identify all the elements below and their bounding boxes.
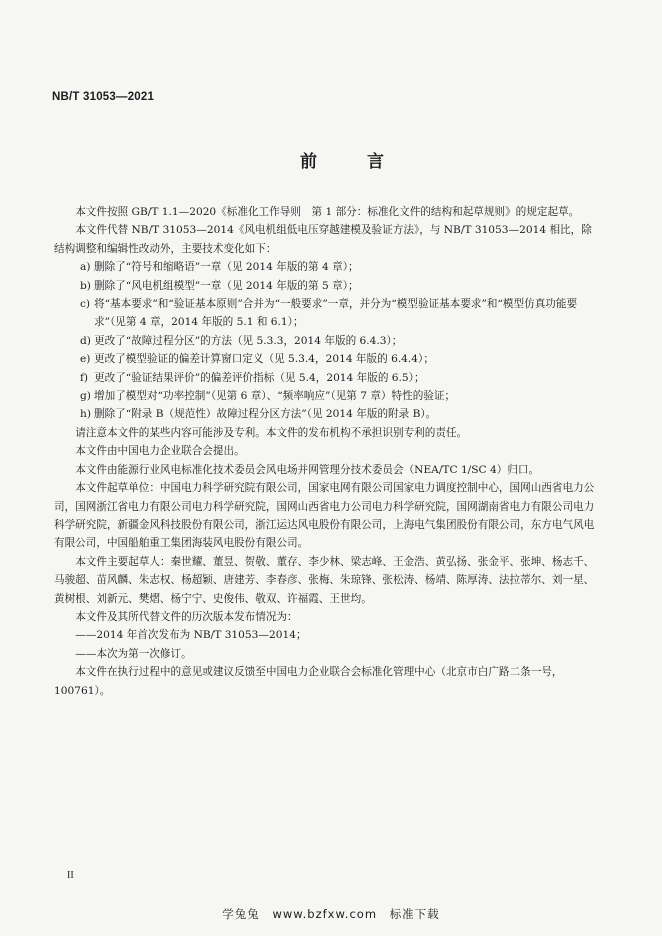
history-item: ——本次为第一次修订。 <box>75 647 192 660</box>
page-number: II <box>67 870 74 881</box>
list-item: g) 增加了模型对“功率控制”（见第 6 章）、“频率响应”（见第 7 章）特性的验证； <box>80 390 456 403</box>
list-item: e) 更改了模型验证的偏差计算窗口定义（见 5.3.4，2014 年版的 6.4.4）； <box>80 353 434 366</box>
paragraph-drafters: 本文件主要起草人：秦世耀、董昱、贺敬、董存、李少林、梁志峰、王金浩、黄弘扬、张金平、张坤、杨志千、马骏超、苗风麟、朱志权、杨超颖、唐建芳、李春彦、张梅、朱琼锋、张松涛、杨靖、陈厚涛、法拉蒂尔、刘一星、黄树根、刘新元、樊熠、杨宁宁、史俊伟、敬双、许福霞、王世均。 <box>54 555 595 605</box>
paragraph-committee: 本文件由能源行业风电标准化技术委员会风电场并网管理分技术委员会（NEA/TC 1/SC 4）归口。 <box>75 463 540 476</box>
list-item: a) 删除了“符号和缩略语”一章（见 2014 年版的第 4 章）； <box>80 261 359 274</box>
foreword-body <box>54 203 599 700</box>
list-item: b) 删除了“风电机组模型”一章（见 2014 年版的第 5 章）； <box>80 279 359 292</box>
list-item: d) 更改了“故障过程分区”的方法（见 5.3.3，2014 年版的 6.4.3）； <box>80 334 403 347</box>
changes-list <box>54 258 599 424</box>
paragraph-patent-notice: 请注意本文件的某些内容可能涉及专利。本文件的发布机构不承担识别专利的责任。 <box>75 426 468 439</box>
paragraph-history-intro: 本文件及其所代替文件的历次版本发布情况为： <box>75 610 298 623</box>
paragraph-feedback: 本文件在执行过程中的意见或建议反馈至中国电力企业联合会标准化管理中心（北京市白广路二条一号，100761）。 <box>54 666 563 697</box>
footer-url[interactable]: www.bzfxw.com <box>272 907 378 921</box>
list-item: c) 将“基本要求”和“验证基本原则”合并为“一般要求”一章，并分为“模型验证基本要求”和“模型仿真功能要求”（见第 4 章，2014 年版的 5.1 和 6.1）； <box>80 298 578 329</box>
paragraph-proposer: 本文件由中国电力企业联合会提出。 <box>75 445 245 458</box>
footer-site-name: 学兔兔 <box>222 907 260 921</box>
standard-number: NB/T 31053—2021 <box>52 91 155 103</box>
page-title: 前 言 <box>300 152 406 172</box>
paragraph-drafting-rules: 本文件按照 GB/T 1.1—2020《标准化工作导则 第 1 部分：标准化文件的结构和起草规则》的规定起草。 <box>75 206 580 218</box>
footer-watermark <box>0 906 662 922</box>
footer-tagline: 标准下载 <box>389 907 440 921</box>
list-item: h) 删除了“附录 B（规范性）故障过程分区方法”（见 2014 年版的附录 B）。 <box>80 408 437 421</box>
paragraph-drafting-units: 本文件起草单位：中国电力科学研究院有限公司，国家电网有限公司国家电力调度控制中心，国网山西省电力公司，国网浙江省电力有限公司电力科学研究院，国网山西省电力公司电力科学研究院，国网湖南省电力有限公司电力科学研究院，新疆金风科技股份有限公司，浙江运达风电股份有限公司，上海电气集团股份有限公司，东方电气风电有限公司，中国船舶重工集团海装风电股份有限公司。 <box>54 482 595 550</box>
history-item: ——2014 年首次发布为 NB/T 31053—2014； <box>75 629 307 642</box>
list-item: f) 更改了“验证结果评价”的偏差评价指标（见 5.4，2014 年版的 6.5）； <box>80 371 425 384</box>
paragraph-replacement: 本文件代替 NB/T 31053—2014《风电机组低电压穿越建模及验证方法》，与 NB/T 31053—2014 相比，除结构调整和编辑性改动外，主要技术变化如下： <box>54 224 592 255</box>
